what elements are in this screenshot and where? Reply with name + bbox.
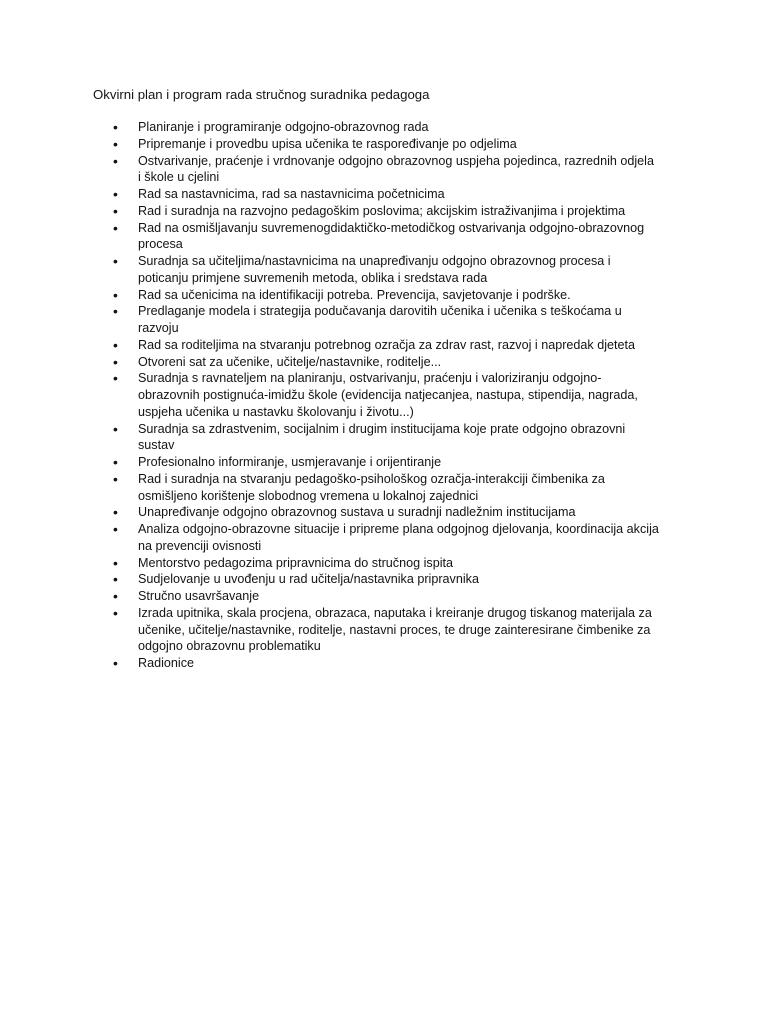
bullet-item-text-line: • Mentorstvo pedagozima pripravnicima do stručnog ispita [138,555,453,570]
bullet-item [0,555,768,572]
bullet-item-text-line: • Rad i suradnja na stvaranju pedagoško-psihološkog ozračja-interakciji čimbenika za [138,471,605,486]
bullet-item-text-line: osmišljeno korištenje slobodnog vremena u lokalnoj zajednici [138,488,479,503]
bullet-item-text-line: • Rad sa učenicima na identifikaciji potreba. Prevencija, savjetovanje i podrške. [138,287,571,302]
bullet-item-text-line: • Rad na osmišljavanju suvremenogdidaktičko-metodičkog ostvarivanja odgojno-obrazovnog [138,220,645,235]
bullet-item-text-line: na prevenciji ovisnosti [138,538,262,553]
bullet-item-text-line: • Pripremanje i provedbu upisa učenika te raspoređivanje po odjelima [138,136,517,151]
bullet-item-text-line: • Otvoreni sat za učenike, učitelje/nastavnike, roditelje... [138,354,442,369]
bullet-item-text-line: • Suradnja s ravnateljem na planiranju, ostvarivanju, praćenju i valoriziranju odgojno- [138,371,602,386]
bullet-item-text-line: • Suradnja sa zdrastvenim, socijalnim i drugim institucijama koje prate odgojno obrazovni [138,421,626,436]
bullet-item-text-line: učenike, učitelje/nastavnike, roditelje, nastavni proces, te druge zainteresirane čimbenike za [138,622,651,637]
bullet-item [0,421,768,455]
bullet-item-text-line: procesa [138,237,183,252]
bullet-item [0,136,768,153]
bullet-item [0,287,768,304]
bullet-item-text-line: • Predlaganje modela i strategija podučavanja darovitih učenika i učenika s teškoćama u [138,304,622,319]
bullet-item [0,253,768,287]
bullet-item [0,471,768,505]
bullet-item-text-line: • Radionice [138,656,195,670]
bullet-item-text-line: obrazovnih postignuća-imidžu škole (evidencija natjecanjea, nastupa, stipendija, nagrada, [138,388,638,402]
bullet-item [0,605,768,655]
bullet-item [0,153,768,187]
bullet-item-text-line: • Sudjelovanje u uvođenju u rad učitelja/nastavnika pripravnika [138,572,479,587]
bullet-item-text-line: • Unapređivanje odgojno obrazovnog sustava u suradnji nadležnim institucijama [138,505,576,520]
bullet-item-text-line: • Rad i suradnja na razvojno pedagoškim poslovima; akcijskim istraživanjima i projektima [138,203,626,218]
bullet-item-text-line: • Ostvarivanje, praćenje i vrdnovanje odgojno obrazovnog uspjeha pojedinca, razrednih odjela [138,153,654,168]
bullet-item-text-line: • Rad sa nastavnicima, rad sa nastavnicima početnicima [138,187,445,201]
bullet-item-text-line: uspjeha učenika u nastavku školovanju i životu...) [138,404,414,419]
bullet-item [0,588,768,605]
bullet-item-text-line: i škole u cjelini [138,170,220,185]
bullet-item [0,504,768,521]
bullet-item-text-line: sustav [138,438,175,453]
bullet-item [0,370,768,420]
bullet-item-text-line: odgojno obrazovnu problematiku [138,639,321,654]
bullet-item [0,571,768,588]
bullet-item-text-line: • Planiranje i programiranje odgojno-obrazovnog rada [138,120,429,134]
document-title: Okvirni plan i program rada stručnog suradnika pedagoga [93,87,430,102]
bullet-item [0,354,768,371]
bullet-item [0,655,768,672]
bullet-item [0,454,768,471]
bullet-item-text-line: • Profesionalno informiranje, usmjeravanje i orijentiranje [138,455,442,469]
bullet-item-text-line: • Analiza odgojno-obrazovne situacije i pripreme plana odgojnog djelovanja, koordinacija akcija [138,522,659,536]
bullet-item [0,203,768,220]
bullet-item [0,303,768,337]
bullet-item-text-line: • Stručno usavršavanje [138,589,260,603]
bullet-item [0,220,768,254]
bullet-list [0,119,768,672]
bullet-item-text-line: • Suradnja sa učiteljima/nastavnicima na unapređivanju odgojno obrazovnog procesa i [138,254,611,268]
bullet-item [0,186,768,203]
bullet-item [0,119,768,136]
bullet-item [0,521,768,555]
bullet-item-text-line: • Rad sa roditeljima na stvaranju potrebnog ozračja za zdrav rast, razvoj i napredak djeteta [138,337,636,352]
bullet-item-text-line: poticanju primjene suvremenih metoda, oblika i sredstava rada [138,270,488,285]
bullet-item [0,337,768,354]
bullet-item-text-line: • Izrada upitnika, skala procjena, obrazaca, naputaka i kreiranje drugog tiskanog materijala za [138,605,652,620]
bullet-item-text-line: razvoju [138,321,179,335]
